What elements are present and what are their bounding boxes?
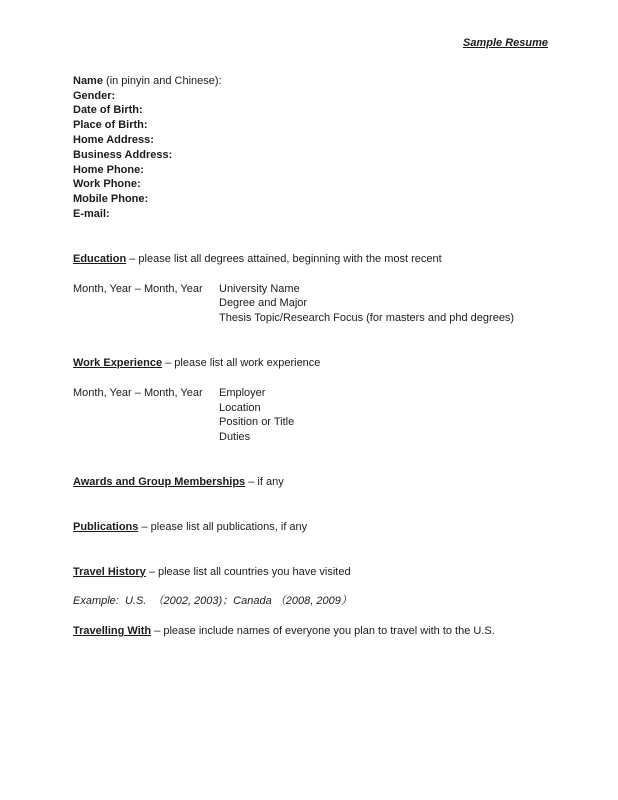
publications-heading-line <box>73 520 548 535</box>
travelling-with-heading: Travelling With <box>73 625 152 638</box>
section-awards <box>73 475 548 490</box>
field-home-phone-label: Home Phone: <box>73 163 144 176</box>
education-heading-line <box>73 252 548 267</box>
education-details <box>219 282 548 326</box>
field-home-phone <box>73 163 548 178</box>
field-place-of-birth-label: Place of Birth: <box>73 119 148 132</box>
education-date-range: Month, Year – Month, Year <box>73 282 203 295</box>
work-experience-detail: Position or Title <box>219 416 295 429</box>
section-travelling-with <box>73 624 548 639</box>
document-title-row <box>73 36 548 51</box>
field-gender-label: Gender: <box>73 89 116 102</box>
field-date-of-birth-label: Date of Birth: <box>73 104 143 117</box>
travel-history-example: Example: U.S. （2002, 2003)；Canada （2008, 2009） <box>73 595 352 608</box>
field-name-label: Name <box>73 74 103 87</box>
field-home-address <box>73 133 548 148</box>
field-mobile-phone <box>73 192 548 207</box>
field-home-address-label: Home Address: <box>73 133 154 146</box>
field-business-address-label: Business Address: <box>73 148 173 161</box>
personal-info-block <box>73 74 548 222</box>
work-experience-description: – please list all work experience <box>162 356 321 369</box>
awards-heading-line <box>73 475 548 490</box>
section-work-experience <box>73 356 548 445</box>
travelling-with-heading-line <box>73 624 548 639</box>
publications-heading: Publications <box>73 520 139 533</box>
work-experience-heading: Work Experience <box>73 356 163 369</box>
section-education <box>73 252 548 326</box>
work-experience-details <box>219 386 548 445</box>
education-detail: University Name <box>219 282 300 295</box>
work-experience-detail: Employer <box>219 386 266 399</box>
field-name-suffix: (in pinyin and Chinese): <box>102 74 222 87</box>
field-email <box>73 207 548 222</box>
document-title: Sample Resume <box>463 37 548 49</box>
work-experience-entry <box>73 386 548 445</box>
education-detail: Degree and Major <box>219 297 308 310</box>
field-gender <box>73 89 548 104</box>
publications-description: – please list all publications, if any <box>138 520 308 533</box>
education-description: – please list all degrees attained, beginning with the most recent <box>126 252 442 265</box>
field-mobile-phone-label: Mobile Phone: <box>73 193 149 206</box>
field-email-label: E-mail: <box>73 207 110 220</box>
work-experience-detail: Location <box>219 401 261 414</box>
field-name <box>73 74 548 89</box>
field-business-address <box>73 148 548 163</box>
field-work-phone <box>73 177 548 192</box>
work-experience-heading-line <box>73 356 548 371</box>
education-entry <box>73 282 548 326</box>
awards-heading: Awards and Group Memberships <box>73 475 246 488</box>
field-place-of-birth <box>73 118 548 133</box>
awards-description: – if any <box>245 475 284 488</box>
section-travel-history <box>73 565 548 610</box>
work-experience-detail: Duties <box>219 431 251 444</box>
education-detail: Thesis Topic/Research Focus (for masters and phd degrees) <box>219 312 515 325</box>
travel-history-heading: Travel History <box>73 565 146 578</box>
education-heading: Education <box>73 252 127 265</box>
field-work-phone-label: Work Phone: <box>73 178 141 191</box>
work-experience-date-range: Month, Year – Month, Year <box>73 386 203 399</box>
travel-history-heading-line <box>73 565 548 580</box>
travel-history-description: – please list all countries you have visited <box>145 565 351 578</box>
travelling-with-description: – please include names of everyone you plan to travel with to the U.S. <box>151 625 495 638</box>
field-date-of-birth <box>73 103 548 118</box>
section-publications <box>73 520 548 535</box>
